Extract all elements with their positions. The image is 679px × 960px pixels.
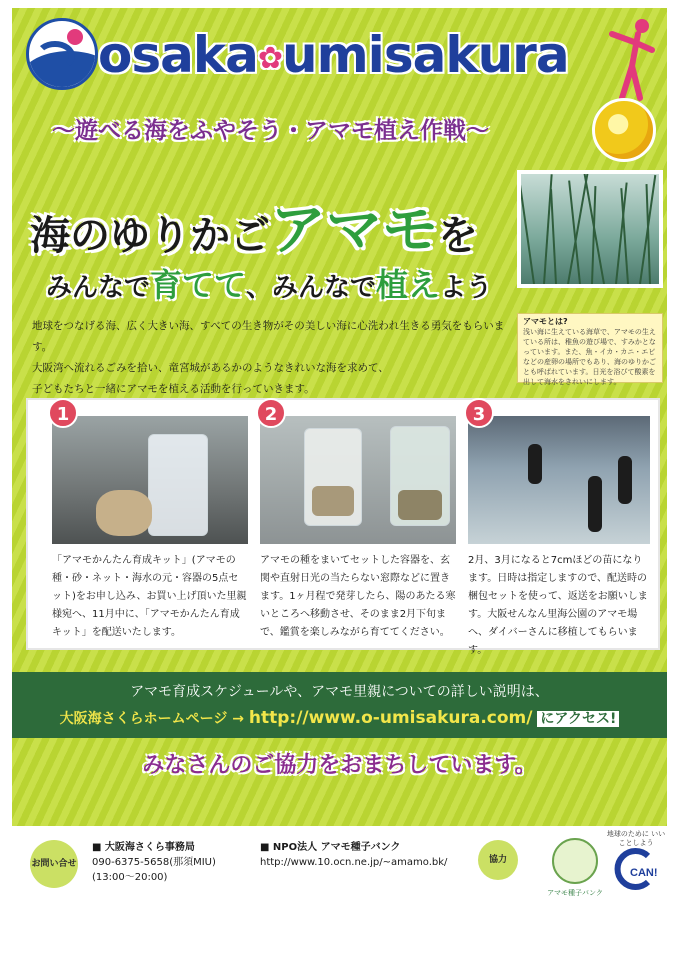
homepage-url-link[interactable]: http://www.o-umisakura.com/ [248, 708, 533, 728]
npo-block [260, 840, 447, 870]
headline-part: 海のゆりかご [30, 213, 270, 259]
step3-text: 2月、3月になると7cmほどの苗になります。日時は指定しますので、配送時の梱包セットを使って、返送をお願いします。大阪せんなん里海公園のアマモ場へ、ダイバーさんに移植してもらいます。 [468, 555, 648, 656]
band-line2 [12, 708, 667, 728]
steps-panel [28, 400, 658, 656]
brand-part2: umisakura [281, 26, 569, 84]
step1-photo [52, 416, 248, 544]
npo-org: ■ NPO法人 アマモ種子バンク [260, 842, 401, 853]
headline-plant: 植え [376, 266, 441, 304]
can-text: CAN! [630, 867, 658, 879]
headline-part: 、みんなで [246, 273, 377, 303]
contact-block [92, 840, 216, 885]
headline-line1 [30, 186, 478, 266]
step2-number: 2 [256, 398, 286, 428]
step3-photo [468, 416, 650, 544]
intro-line: 地球をつなげる海、広く大きい海、すべての生き物がその美しい海に心洗われ生きる勇気をもらいます。 [32, 320, 505, 353]
contact-badge: お問い合せ [30, 840, 78, 888]
info-box-body: 浅い海に生えている海草で、アマモの生えている所は、稚魚の遊び場で、すみかとなっています。また、魚・イカ・カニ・エビなどの産卵の場所でもあり、海のゆりかごとも呼ばれています。日光を浴びて酸素を出して海水をきれいにします。 [523, 328, 656, 386]
band-line1: アマモ育成スケジュールや、アマモ里親についての詳しい説明は、 [130, 684, 549, 700]
intro-line: 大阪湾へ流れるごみを拾い、竜宮城があるかのようなきれいな海を求めて、 [32, 362, 389, 374]
info-band [12, 672, 667, 738]
step2-photo [260, 416, 456, 544]
step1-number: 1 [48, 398, 78, 428]
npo-url-link[interactable]: http://www.10.ocn.ne.jp/~amamo.bk/ [260, 857, 448, 868]
wave-logo-icon [26, 18, 98, 90]
intro-line: 子どもたちと一緒にアマモを植える活動を行っていきます。 [32, 383, 315, 395]
closing-message: みなさんのご協力をおまちしています。 [142, 753, 537, 778]
brand-title [98, 26, 569, 84]
contact-phone: 090-6375-5658(那須MIU) [92, 857, 216, 868]
brand-part1: osaka [98, 26, 258, 84]
headline-amamo: アマモ [270, 198, 438, 263]
step3-number: 3 [464, 398, 494, 428]
amamo-bank-mascot-icon [552, 838, 598, 884]
step2-text: アマモの種をまいてセットした容器を、玄関や直射日光の当たらない窓際などに置きます。1ヶ月程で発芽したら、陽のあたる寒いところへ移動させ、そのまま2月下旬まで、鑑賞を楽しみながら育ててください。 [260, 555, 456, 638]
cooperation-badge: 協力 [478, 840, 518, 880]
contact-org: ■ 大阪海さくら事務局 [92, 842, 195, 853]
poster [12, 8, 667, 826]
flower-dot-icon: ✿ [257, 41, 282, 76]
access-label: にアクセス! [537, 711, 619, 727]
headline-part: みんなで [46, 273, 151, 303]
contact-hours: (13:00～20:00) [92, 872, 168, 883]
intro-text [32, 316, 514, 400]
step1-text: 「アマモかんたん育成キット」(アマモの種・砂・ネット・海水の元・容器の5点セット)をお申し込み、お買い上げ頂いた里親様宛へ、11月中に、「アマモかんたん育成キット」を配送いたします。 [52, 555, 247, 638]
headline-line2 [46, 260, 492, 306]
headline-part: よう [440, 273, 493, 303]
subtitle: ～遊べる海をふやそう・アマモ植え作戦～ [52, 118, 489, 144]
can-caption: 地球のために いいことしよう [606, 830, 666, 847]
seagrass-photo [517, 170, 663, 288]
gold-circle-icon [592, 98, 656, 162]
diver-icon [604, 14, 656, 104]
headline-grow: 育てて [150, 266, 247, 304]
mascot-caption: アマモ種子バンク [547, 889, 603, 897]
footer [12, 826, 667, 952]
can-logo-icon [612, 846, 658, 892]
amamo-info-box [517, 313, 663, 386]
band-homepage-label: 大阪海さくらホームページ → [59, 711, 244, 727]
info-box-title: アマモとは? [523, 317, 568, 326]
headline-part: を [438, 213, 478, 259]
